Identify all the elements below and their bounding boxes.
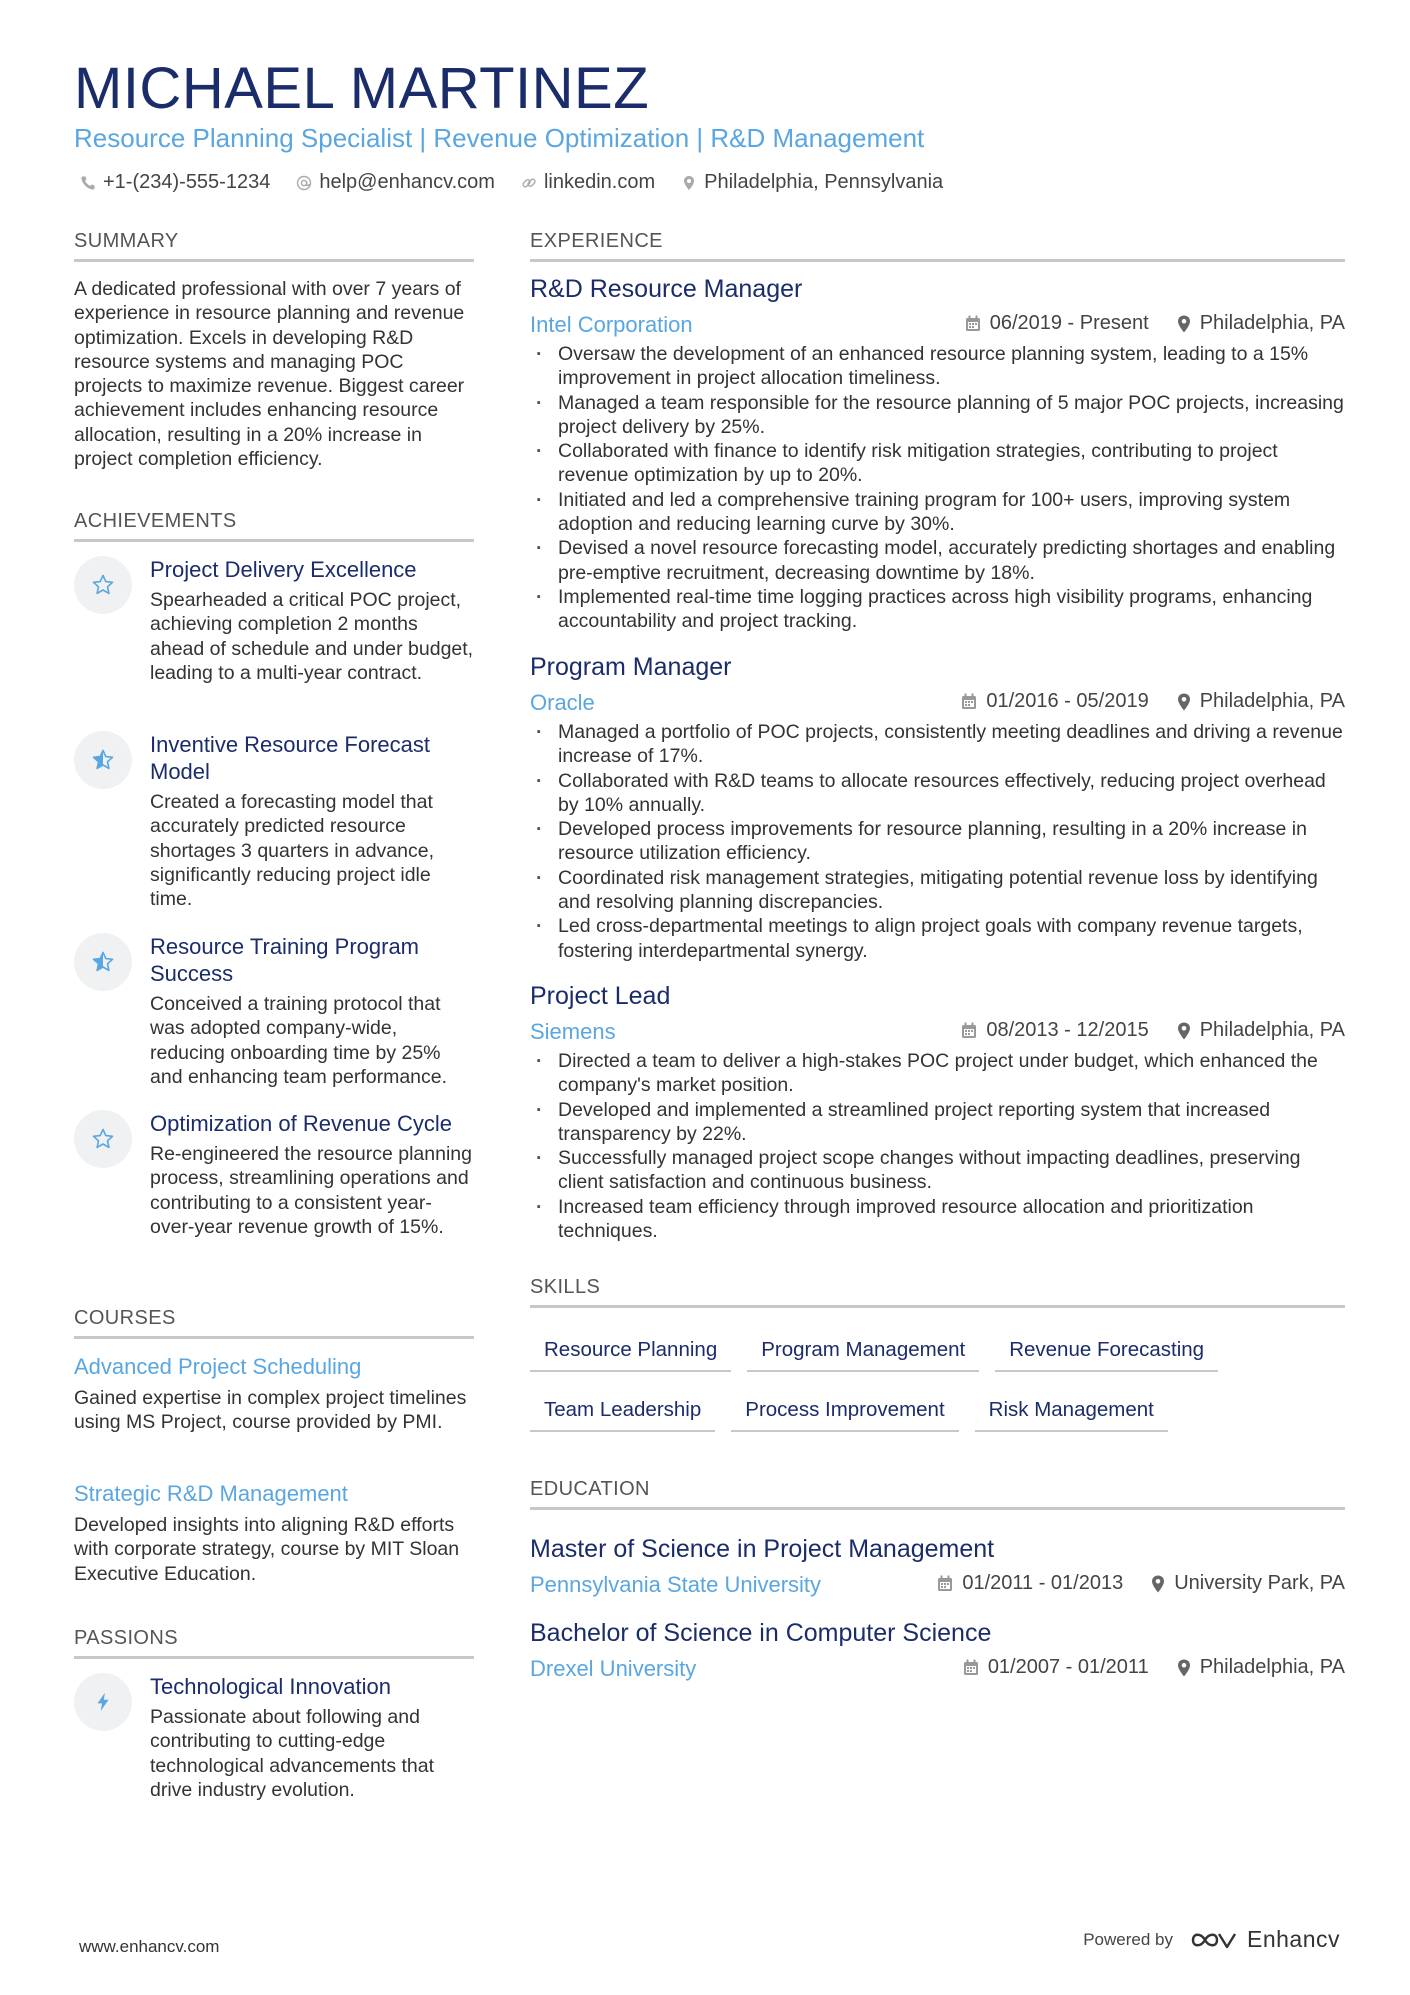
school-name: Drexel University — [530, 1656, 697, 1681]
calendar-icon — [963, 1659, 979, 1676]
job-dates — [961, 1019, 1148, 1042]
achievement-item — [74, 1110, 474, 1270]
dates-text: 08/2013 - 12/2015 — [986, 1019, 1149, 1041]
location-text: Philadelphia, PA — [1199, 1019, 1345, 1041]
calendar-icon — [937, 1575, 953, 1592]
bullet-item: · Initiated and led a comprehensive training program for 100+ users, improving system adoption and reducing learning curve by 30%. — [530, 488, 1345, 537]
passion-item — [74, 1673, 474, 1813]
location-text: Philadelphia, PA — [1199, 312, 1345, 334]
job-title: Project Lead — [530, 982, 671, 1010]
bullet-item: · Directed a team to deliver a high-stakes POC project under budget, which enhanced the company's market position. — [530, 1049, 1345, 1098]
job-location — [1177, 690, 1345, 713]
job-meta — [961, 690, 1345, 713]
link-icon — [521, 175, 537, 191]
skill-tag: Resource Planning — [530, 1332, 731, 1372]
course-title: Strategic R&D Management — [74, 1481, 348, 1506]
location-text: Philadelphia, PA — [1199, 690, 1345, 712]
skills-heading: SKILLS — [530, 1276, 1345, 1308]
summary-heading: SUMMARY — [74, 230, 474, 262]
job-bullets — [530, 342, 1345, 634]
achievement-item — [74, 731, 474, 921]
at-icon — [296, 175, 312, 191]
passion-text: Passionate about following and contributing to cutting-edge technological advancements that drive industry evolution. — [150, 1706, 435, 1801]
achievement-text: Re-engineered the resource planning process, streamlining operations and contributing to a consistent year-over-year revenue growth of 15%. — [150, 1143, 472, 1238]
company-name: Siemens — [530, 1019, 616, 1044]
brand-name: Enhancv — [1246, 1926, 1340, 1952]
degree-title: Master of Science in Project Management — [530, 1535, 995, 1563]
star-half-icon — [74, 731, 132, 789]
achievements-heading: ACHIEVEMENTS — [74, 510, 474, 542]
contact-email[interactable] — [296, 171, 495, 194]
bullet-item: · Led cross-departmental meetings to align project goals with company revenue targets, fostering interdepartmental synergy. — [530, 914, 1345, 963]
job-bullets — [530, 1049, 1345, 1243]
achievement-text: Spearheaded a critical POC project, achieving completion 2 months ahead of schedule and under budget, leading to a multi-year contract. — [150, 589, 474, 684]
candidate-name: MICHAEL MARTINEZ — [74, 56, 650, 121]
powered-by-text: Powered by — [1083, 1929, 1173, 1949]
location-pin-icon — [1177, 315, 1191, 333]
star-outline-icon — [74, 556, 132, 614]
location-pin-icon — [681, 175, 697, 191]
company-name: Oracle — [530, 690, 595, 715]
course-text: Developed insights into aligning R&D efforts with corporate strategy, course by MIT Sloan Executive Education. — [74, 1514, 460, 1585]
contact-bar — [80, 171, 943, 194]
skill-tag: Program Management — [747, 1332, 979, 1372]
bullet-item: · Developed and implemented a streamlined project reporting system that increased transparency by 22%. — [530, 1098, 1345, 1147]
bullet-item: · Coordinated risk management strategies, mitigating potential revenue loss by identifying and resolving planning discrepancies. — [530, 866, 1345, 915]
job-meta — [961, 1019, 1345, 1042]
location-pin-icon — [1177, 1022, 1191, 1040]
brand-logo — [1189, 1926, 1340, 1953]
edu-location — [1177, 1656, 1345, 1679]
bullet-item: · Increased team efficiency through improved resource allocation and prioritization techniques. — [530, 1195, 1345, 1244]
enhancv-logo-icon — [1189, 1928, 1237, 1952]
bullet-item: · Developed process improvements for resource planning, resulting in a 20% increase in resource utilization efficiency. — [530, 817, 1345, 866]
achievement-title: Optimization of Revenue Cycle — [150, 1111, 453, 1136]
achievement-title: Resource Training Program Success — [150, 934, 420, 986]
email-text: help@enhancv.com — [319, 171, 495, 193]
job-location — [1177, 1019, 1345, 1042]
job-dates — [961, 690, 1148, 713]
job-title: R&D Resource Manager — [530, 275, 803, 303]
achievement-title: Inventive Resource Forecast Model — [150, 732, 431, 784]
location-pin-icon — [1151, 1575, 1165, 1593]
calendar-icon — [961, 693, 977, 710]
job-location — [1177, 312, 1345, 335]
bullet-item: · Devised a novel resource forecasting model, accurately predicting shortages and enabling pre-emptive recruitment, decreasing downtime by 18%. — [530, 536, 1345, 585]
skill-tag: Team Leadership — [530, 1392, 715, 1432]
lightning-icon — [74, 1673, 132, 1731]
calendar-icon — [965, 315, 981, 332]
candidate-title: Resource Planning Specialist | Revenue Optimization | R&D Management — [74, 123, 925, 153]
phone-icon — [80, 175, 96, 191]
dates-text: 01/2011 - 01/2013 — [962, 1572, 1124, 1594]
bullet-item: · Managed a team responsible for the resource planning of 5 major POC projects, increasing project delivery by 25%. — [530, 391, 1345, 440]
edu-dates — [963, 1656, 1149, 1679]
skill-tag: Process Improvement — [731, 1392, 958, 1432]
skill-tag: Revenue Forecasting — [995, 1332, 1218, 1372]
edu-dates — [937, 1572, 1123, 1595]
location-pin-icon — [1177, 1659, 1191, 1677]
contact-phone[interactable] — [80, 171, 270, 194]
bullet-item: · Oversaw the development of an enhanced resource planning system, leading to a 15% improvement in project allocation timeliness. — [530, 342, 1345, 391]
edu-meta — [937, 1572, 1345, 1595]
bullet-item: · Collaborated with R&D teams to allocate resources effectively, reducing project overhead by 10% annually. — [530, 769, 1345, 818]
achievement-text: Created a forecasting model that accurately predicted resource shortages 3 quarters in advance, significantly reducing project idle time. — [150, 791, 435, 911]
star-outline-icon — [74, 1110, 132, 1168]
skill-tag: Risk Management — [975, 1392, 1168, 1432]
course-text: Gained expertise in complex project timelines using MS Project, course provided by PMI. — [74, 1387, 467, 1434]
company-name: Intel Corporation — [530, 312, 693, 337]
location-text: Philadelphia, Pennsylvania — [704, 171, 944, 193]
bullet-item: · Managed a portfolio of POC projects, consistently meeting deadlines and driving a revenue increase of 17%. — [530, 720, 1345, 769]
location-text: Philadelphia, PA — [1199, 1656, 1345, 1678]
job-bullets — [530, 720, 1345, 963]
achievement-text: Conceived a training protocol that was adopted company-wide, reducing onboarding time by 25% and enhancing team performance. — [150, 993, 448, 1088]
location-text: University Park, PA — [1174, 1572, 1345, 1594]
skills-list — [530, 1332, 1345, 1452]
star-half-icon — [74, 933, 132, 991]
achievement-item — [74, 556, 474, 716]
edu-meta — [963, 1656, 1345, 1679]
footer-branding[interactable] — [1083, 1926, 1340, 1953]
calendar-icon — [961, 1022, 977, 1039]
skills-row — [530, 1392, 1345, 1432]
job-dates — [965, 312, 1149, 335]
courses-heading: COURSES — [74, 1307, 474, 1339]
linkedin-text: linkedin.com — [543, 171, 656, 193]
passion-title: Technological Innovation — [150, 1674, 391, 1699]
job-title: Program Manager — [530, 653, 732, 681]
dates-text: 01/2007 - 01/2011 — [987, 1656, 1149, 1678]
location-pin-icon — [1177, 693, 1191, 711]
school-name: Pennsylvania State University — [530, 1572, 822, 1597]
job-meta — [965, 312, 1345, 335]
contact-location — [681, 171, 943, 194]
phone-text: +1-(234)-555-1234 — [103, 171, 271, 193]
education-heading: EDUCATION — [530, 1478, 1345, 1510]
footer-website-link[interactable]: www.enhancv.com — [79, 1937, 220, 1956]
summary-text: A dedicated professional with over 7 years of experience in resource planning and revenue optimization. Excels in developing R&D resource systems and managing POC projects to maximize revenue. Biggest career achievement includes enhancing resource allocation, resulting in a 20% increase in project completion efficiency. — [74, 278, 465, 471]
dates-text: 01/2016 - 05/2019 — [986, 690, 1149, 712]
course-title: Advanced Project Scheduling — [74, 1354, 362, 1379]
edu-location — [1151, 1572, 1345, 1595]
experience-heading: EXPERIENCE — [530, 230, 1345, 262]
bullet-item: · Collaborated with finance to identify risk mitigation strategies, contributing to project revenue optimization by up to 20%. — [530, 439, 1345, 488]
passions-heading: PASSIONS — [74, 1627, 474, 1659]
degree-title: Bachelor of Science in Computer Science — [530, 1619, 992, 1647]
skills-row — [530, 1332, 1345, 1372]
bullet-item: · Implemented real-time time logging practices across high visibility programs, enhancing accountability and project tracking. — [530, 585, 1345, 634]
contact-linkedin[interactable] — [521, 171, 655, 194]
achievement-title: Project Delivery Excellence — [150, 557, 417, 582]
bullet-item: · Successfully managed project scope changes without impacting deadlines, preserving client satisfaction and continuous business. — [530, 1146, 1345, 1195]
dates-text: 06/2019 - Present — [989, 312, 1149, 334]
achievement-item — [74, 933, 474, 1103]
